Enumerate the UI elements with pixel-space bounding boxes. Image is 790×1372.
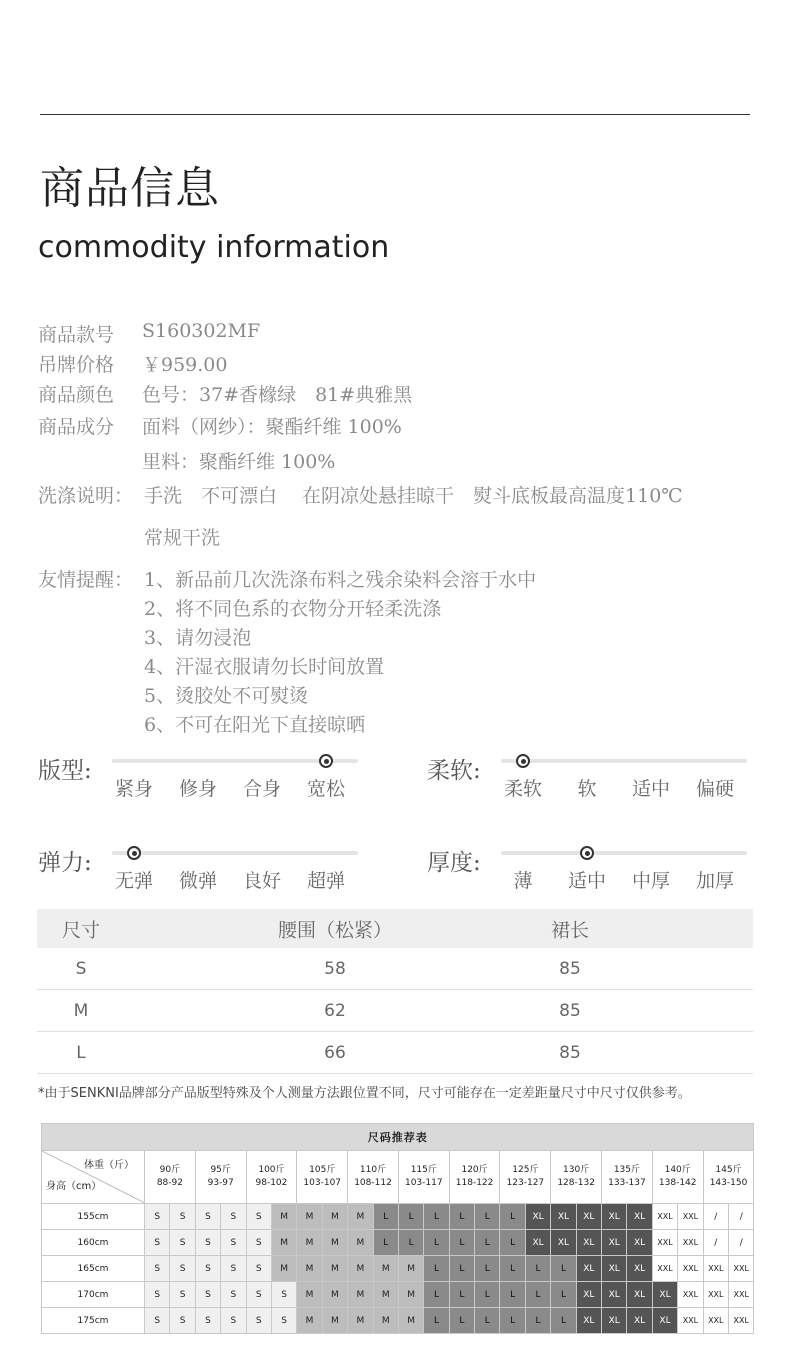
weight-header	[551, 1151, 602, 1204]
size-cell: XXL	[703, 1282, 728, 1308]
table-cell: 85	[559, 1000, 581, 1021]
size-cell: L	[449, 1204, 474, 1230]
weight-header	[348, 1151, 399, 1204]
size-cell: XL	[602, 1256, 627, 1282]
info-row	[38, 412, 778, 438]
size-cell: XL	[627, 1256, 652, 1282]
table-row	[37, 948, 753, 990]
size-cell: M	[271, 1230, 296, 1256]
size-cell: XXL	[678, 1204, 703, 1230]
size-cell: L	[449, 1282, 474, 1308]
weight-value: 115斤	[410, 1165, 437, 1175]
size-cell: XXL	[728, 1308, 753, 1334]
size-cell: /	[703, 1230, 728, 1256]
info-value: ￥959.00	[142, 354, 228, 376]
recommend-title: 尺码推荐表	[42, 1124, 754, 1151]
weight-value: 100斤	[258, 1165, 285, 1175]
weight-value: 120斤	[461, 1165, 488, 1175]
info-value: 6、不可在阳光下直接晾晒	[144, 714, 366, 736]
size-cell: XL	[551, 1230, 576, 1256]
size-recommendation-table	[41, 1123, 754, 1334]
size-cell: S	[145, 1204, 170, 1230]
weight-value: 105斤	[309, 1165, 336, 1175]
size-cell: M	[348, 1230, 373, 1256]
size-cell: L	[551, 1256, 576, 1282]
size-cell: XL	[652, 1282, 677, 1308]
weight-range: 128-132	[557, 1178, 595, 1188]
scale-track	[501, 851, 747, 855]
height-label: 160cm	[42, 1230, 145, 1256]
size-cell: S	[145, 1256, 170, 1282]
size-cell: S	[246, 1308, 271, 1334]
scale-label: 版型:	[38, 758, 92, 784]
scale-indicator	[516, 754, 530, 768]
weight-value: 110斤	[359, 1165, 387, 1175]
table-cell: 58	[324, 958, 346, 979]
size-cell: S	[221, 1230, 246, 1256]
size-cell: S	[271, 1308, 296, 1334]
info-label: 洗涤说明：	[38, 485, 134, 507]
size-cell: L	[398, 1204, 423, 1230]
info-label: 吊牌价格	[38, 354, 115, 376]
info-value: 2、将不同色系的衣物分开轻柔洗涤	[144, 598, 442, 620]
scale-option: 适中	[567, 870, 607, 892]
size-cell: M	[348, 1256, 373, 1282]
scale-option: 柔软	[503, 778, 543, 800]
size-cell: XXL	[678, 1256, 703, 1282]
size-cell: S	[170, 1256, 195, 1282]
size-cell: M	[297, 1282, 322, 1308]
size-cell: L	[424, 1282, 449, 1308]
scale-option: 宽松	[306, 778, 346, 800]
weight-header	[398, 1151, 449, 1204]
scale-option: 适中	[631, 778, 671, 800]
scale-label: 柔软:	[427, 758, 481, 784]
info-label: 商品款号	[38, 324, 115, 346]
table-row	[37, 1032, 753, 1074]
weight-range: 88-92	[156, 1178, 183, 1188]
info-row	[38, 710, 778, 736]
size-cell: XXL	[703, 1256, 728, 1282]
weight-value: 125斤	[512, 1165, 539, 1175]
height-label: 165cm	[42, 1256, 145, 1282]
size-cell: S	[170, 1230, 195, 1256]
weight-range: 103-107	[303, 1178, 342, 1188]
weight-range: 118-122	[455, 1178, 494, 1188]
size-cell: M	[322, 1256, 347, 1282]
size-cell: S	[195, 1230, 220, 1256]
size-cell: XL	[525, 1204, 550, 1230]
info-value: 面料（网纱）：聚酯纤维 100%	[142, 416, 402, 438]
size-cell: L	[525, 1282, 550, 1308]
info-value: 4、汗湿衣服请勿长时间放置	[144, 656, 385, 678]
top-divider	[40, 114, 750, 115]
scale-label: 弹力:	[38, 850, 92, 876]
weight-header	[195, 1151, 246, 1204]
scale-track	[112, 851, 358, 855]
weight-header	[449, 1151, 500, 1204]
size-cell: XL	[627, 1230, 652, 1256]
scale-option: 修身	[178, 778, 218, 800]
weight-range: 123-127	[506, 1178, 545, 1188]
size-cell: XXL	[678, 1282, 703, 1308]
info-row	[38, 652, 778, 678]
size-cell: M	[348, 1282, 373, 1308]
size-cell: L	[475, 1308, 500, 1334]
weight-value: 135斤	[613, 1165, 641, 1175]
size-cell: M	[271, 1204, 296, 1230]
size-cell: M	[398, 1256, 423, 1282]
size-cell: S	[246, 1204, 271, 1230]
height-label: 155cm	[42, 1204, 145, 1230]
info-row	[38, 681, 778, 707]
size-cell: XXL	[652, 1256, 677, 1282]
size-cell: S	[145, 1282, 170, 1308]
size-cell: S	[271, 1282, 296, 1308]
info-value: S160302MF	[142, 320, 261, 342]
size-cell: L	[500, 1256, 525, 1282]
size-header: 尺寸	[61, 919, 101, 941]
size-cell: M	[322, 1308, 347, 1334]
height-label: 170cm	[42, 1282, 145, 1308]
size-cell: L	[424, 1230, 449, 1256]
size-cell: XL	[576, 1282, 601, 1308]
weight-range: 103-117	[404, 1178, 443, 1188]
table-cell: 85	[559, 1042, 581, 1063]
scale-option: 紧身	[114, 778, 154, 800]
size-cell: L	[373, 1230, 398, 1256]
size-cell: S	[246, 1230, 271, 1256]
scale-indicator	[127, 846, 141, 860]
scale-option: 偏硬	[695, 778, 735, 800]
size-cell: S	[145, 1230, 170, 1256]
size-cell: M	[398, 1282, 423, 1308]
size-cell: XXL	[652, 1204, 677, 1230]
info-value: 手洗 不可漂白 在阴凉处悬挂晾干 熨斗底板最高温度110℃	[144, 485, 683, 507]
weight-header	[602, 1151, 653, 1204]
waist-header: 腰围（松紧）	[277, 919, 393, 941]
size-cell: S	[170, 1204, 195, 1230]
weight-range: 108-112	[354, 1178, 392, 1188]
scale-option: 软	[577, 778, 597, 800]
size-cell: XL	[576, 1230, 601, 1256]
page-subtitle: commodity information	[38, 230, 390, 265]
weight-range: 93-97	[207, 1178, 234, 1188]
size-cell: L	[551, 1308, 576, 1334]
size-cell: L	[449, 1230, 474, 1256]
info-row	[38, 447, 778, 473]
size-cell: /	[728, 1230, 753, 1256]
size-cell: M	[297, 1256, 322, 1282]
size-cell: L	[525, 1308, 550, 1334]
size-cell: S	[221, 1282, 246, 1308]
info-label: 商品成分	[38, 416, 115, 438]
scale-option: 加厚	[695, 870, 735, 892]
weight-value: 90斤	[159, 1165, 181, 1175]
info-row	[38, 350, 778, 376]
scale-label: 厚度:	[427, 850, 481, 876]
weight-header	[652, 1151, 703, 1204]
info-row	[38, 320, 778, 346]
weight-range: 98-102	[255, 1178, 288, 1188]
weight-header	[500, 1151, 551, 1204]
size-cell: L	[500, 1230, 525, 1256]
size-cell: XXL	[703, 1308, 728, 1334]
size-cell: L	[373, 1204, 398, 1230]
size-cell: S	[221, 1308, 246, 1334]
info-row	[38, 481, 778, 507]
weight-range: 133-137	[608, 1178, 646, 1188]
table-row	[42, 1282, 754, 1308]
scale-track	[501, 759, 747, 763]
page-title: 商品信息	[40, 163, 220, 214]
size-cell: L	[475, 1204, 500, 1230]
weight-header	[703, 1151, 754, 1204]
table-cell: 85	[559, 958, 581, 979]
table-row	[42, 1230, 754, 1256]
corner-height: 身高（cm）	[46, 1181, 102, 1192]
length-header: 裙长	[550, 919, 590, 941]
size-table	[37, 909, 753, 1074]
size-cell: S	[221, 1256, 246, 1282]
scale-option: 良好	[242, 870, 282, 892]
size-cell: /	[703, 1204, 728, 1230]
weight-value: 130斤	[563, 1165, 590, 1175]
size-cell: XL	[602, 1230, 627, 1256]
size-cell: XL	[627, 1282, 652, 1308]
size-cell: XL	[525, 1230, 550, 1256]
size-cell: M	[322, 1230, 347, 1256]
size-cell: S	[170, 1282, 195, 1308]
size-cell: L	[500, 1282, 525, 1308]
size-cell: M	[297, 1308, 322, 1334]
size-cell: M	[348, 1308, 373, 1334]
size-cell: XL	[576, 1256, 601, 1282]
size-cell: S	[195, 1282, 220, 1308]
scale-indicator	[319, 754, 333, 768]
table-cell: 62	[324, 1000, 346, 1021]
size-cell: XXL	[652, 1230, 677, 1256]
size-cell: L	[525, 1256, 550, 1282]
size-cell: M	[271, 1256, 296, 1282]
size-cell: M	[373, 1308, 398, 1334]
size-cell: S	[195, 1308, 220, 1334]
info-row	[38, 565, 778, 591]
size-cell: L	[500, 1308, 525, 1334]
size-cell: L	[449, 1256, 474, 1282]
size-cell: S	[246, 1282, 271, 1308]
size-cell: XXL	[678, 1230, 703, 1256]
size-cell: L	[398, 1230, 423, 1256]
size-cell: XXL	[728, 1282, 753, 1308]
info-row	[38, 594, 778, 620]
size-cell: L	[475, 1282, 500, 1308]
info-value: 常规干洗	[144, 527, 221, 549]
size-cell: XL	[627, 1204, 652, 1230]
size-cell: M	[297, 1204, 322, 1230]
size-cell: M	[322, 1282, 347, 1308]
size-cell: XL	[551, 1204, 576, 1230]
size-cell: M	[398, 1308, 423, 1334]
size-cell: S	[195, 1256, 220, 1282]
table-row	[42, 1204, 754, 1230]
size-cell: L	[424, 1256, 449, 1282]
size-cell: XL	[652, 1308, 677, 1334]
scale-indicator	[580, 846, 594, 860]
weight-header	[246, 1151, 297, 1204]
info-label: 商品颜色	[38, 384, 115, 406]
info-value: 1、新品前几次洗涤布料之残余染料会溶于水中	[144, 569, 537, 591]
info-value: 5、烫胶处不可熨烫	[144, 685, 309, 707]
info-value: 里料：聚酯纤维 100%	[142, 451, 336, 473]
size-cell: L	[424, 1308, 449, 1334]
weight-value: 140斤	[664, 1165, 691, 1175]
table-cell: S	[75, 958, 87, 979]
table-cell: 66	[324, 1042, 346, 1063]
size-cell: S	[195, 1204, 220, 1230]
size-cell: S	[170, 1308, 195, 1334]
size-cell: L	[475, 1230, 500, 1256]
table-row	[42, 1308, 754, 1334]
info-value: 3、请勿浸泡	[144, 627, 252, 649]
weight-range: 143-150	[709, 1178, 748, 1188]
scale-option: 超弹	[306, 870, 346, 892]
size-cell: L	[500, 1204, 525, 1230]
info-row	[38, 623, 778, 649]
table-cell: L	[76, 1042, 86, 1063]
scale-option: 薄	[513, 870, 533, 892]
corner-weight: 体重（斤）	[84, 1160, 134, 1171]
weight-value: 95斤	[210, 1165, 231, 1175]
size-cell: L	[449, 1308, 474, 1334]
size-cell: XL	[627, 1308, 652, 1334]
size-cell: /	[728, 1204, 753, 1230]
size-cell: M	[297, 1230, 322, 1256]
corner-cell	[42, 1151, 145, 1204]
size-cell: S	[221, 1204, 246, 1230]
size-cell: XXL	[728, 1256, 753, 1282]
scale-option: 无弹	[114, 870, 154, 892]
weight-value: 145斤	[715, 1165, 742, 1175]
size-cell: L	[475, 1256, 500, 1282]
table-cell: M	[73, 1000, 89, 1021]
size-cell: M	[373, 1282, 398, 1308]
size-cell: M	[373, 1256, 398, 1282]
size-cell: XXL	[678, 1308, 703, 1334]
info-value: 色号：37#香橼绿 81#典雅黑	[142, 384, 413, 406]
scale-option: 合身	[242, 778, 282, 800]
size-cell: S	[246, 1256, 271, 1282]
size-cell: XL	[576, 1204, 601, 1230]
table-row	[37, 990, 753, 1032]
size-cell: XL	[602, 1282, 627, 1308]
scale-option: 微弹	[178, 870, 218, 892]
scale-option: 中厚	[631, 870, 671, 892]
table-row	[42, 1256, 754, 1282]
weight-header	[297, 1151, 348, 1204]
weight-header	[145, 1151, 196, 1204]
info-row	[38, 380, 778, 406]
size-cell: XL	[602, 1204, 627, 1230]
weight-range: 138-142	[658, 1178, 697, 1188]
size-table-header	[37, 909, 753, 948]
size-note: *由于SENKNI品牌部分产品版型特殊及个人测量方法跟位置不同，尺寸可能存在一定差距量尺寸中尺寸仅供参考。	[38, 1086, 691, 1101]
info-row	[38, 523, 778, 549]
size-cell: L	[424, 1204, 449, 1230]
size-cell: XL	[576, 1308, 601, 1334]
size-cell: M	[348, 1204, 373, 1230]
size-cell: S	[145, 1308, 170, 1334]
size-cell: M	[322, 1204, 347, 1230]
info-label: 友情提醒：	[38, 569, 134, 591]
size-cell: L	[551, 1282, 576, 1308]
height-label: 175cm	[42, 1308, 145, 1334]
size-cell: XL	[602, 1308, 627, 1334]
